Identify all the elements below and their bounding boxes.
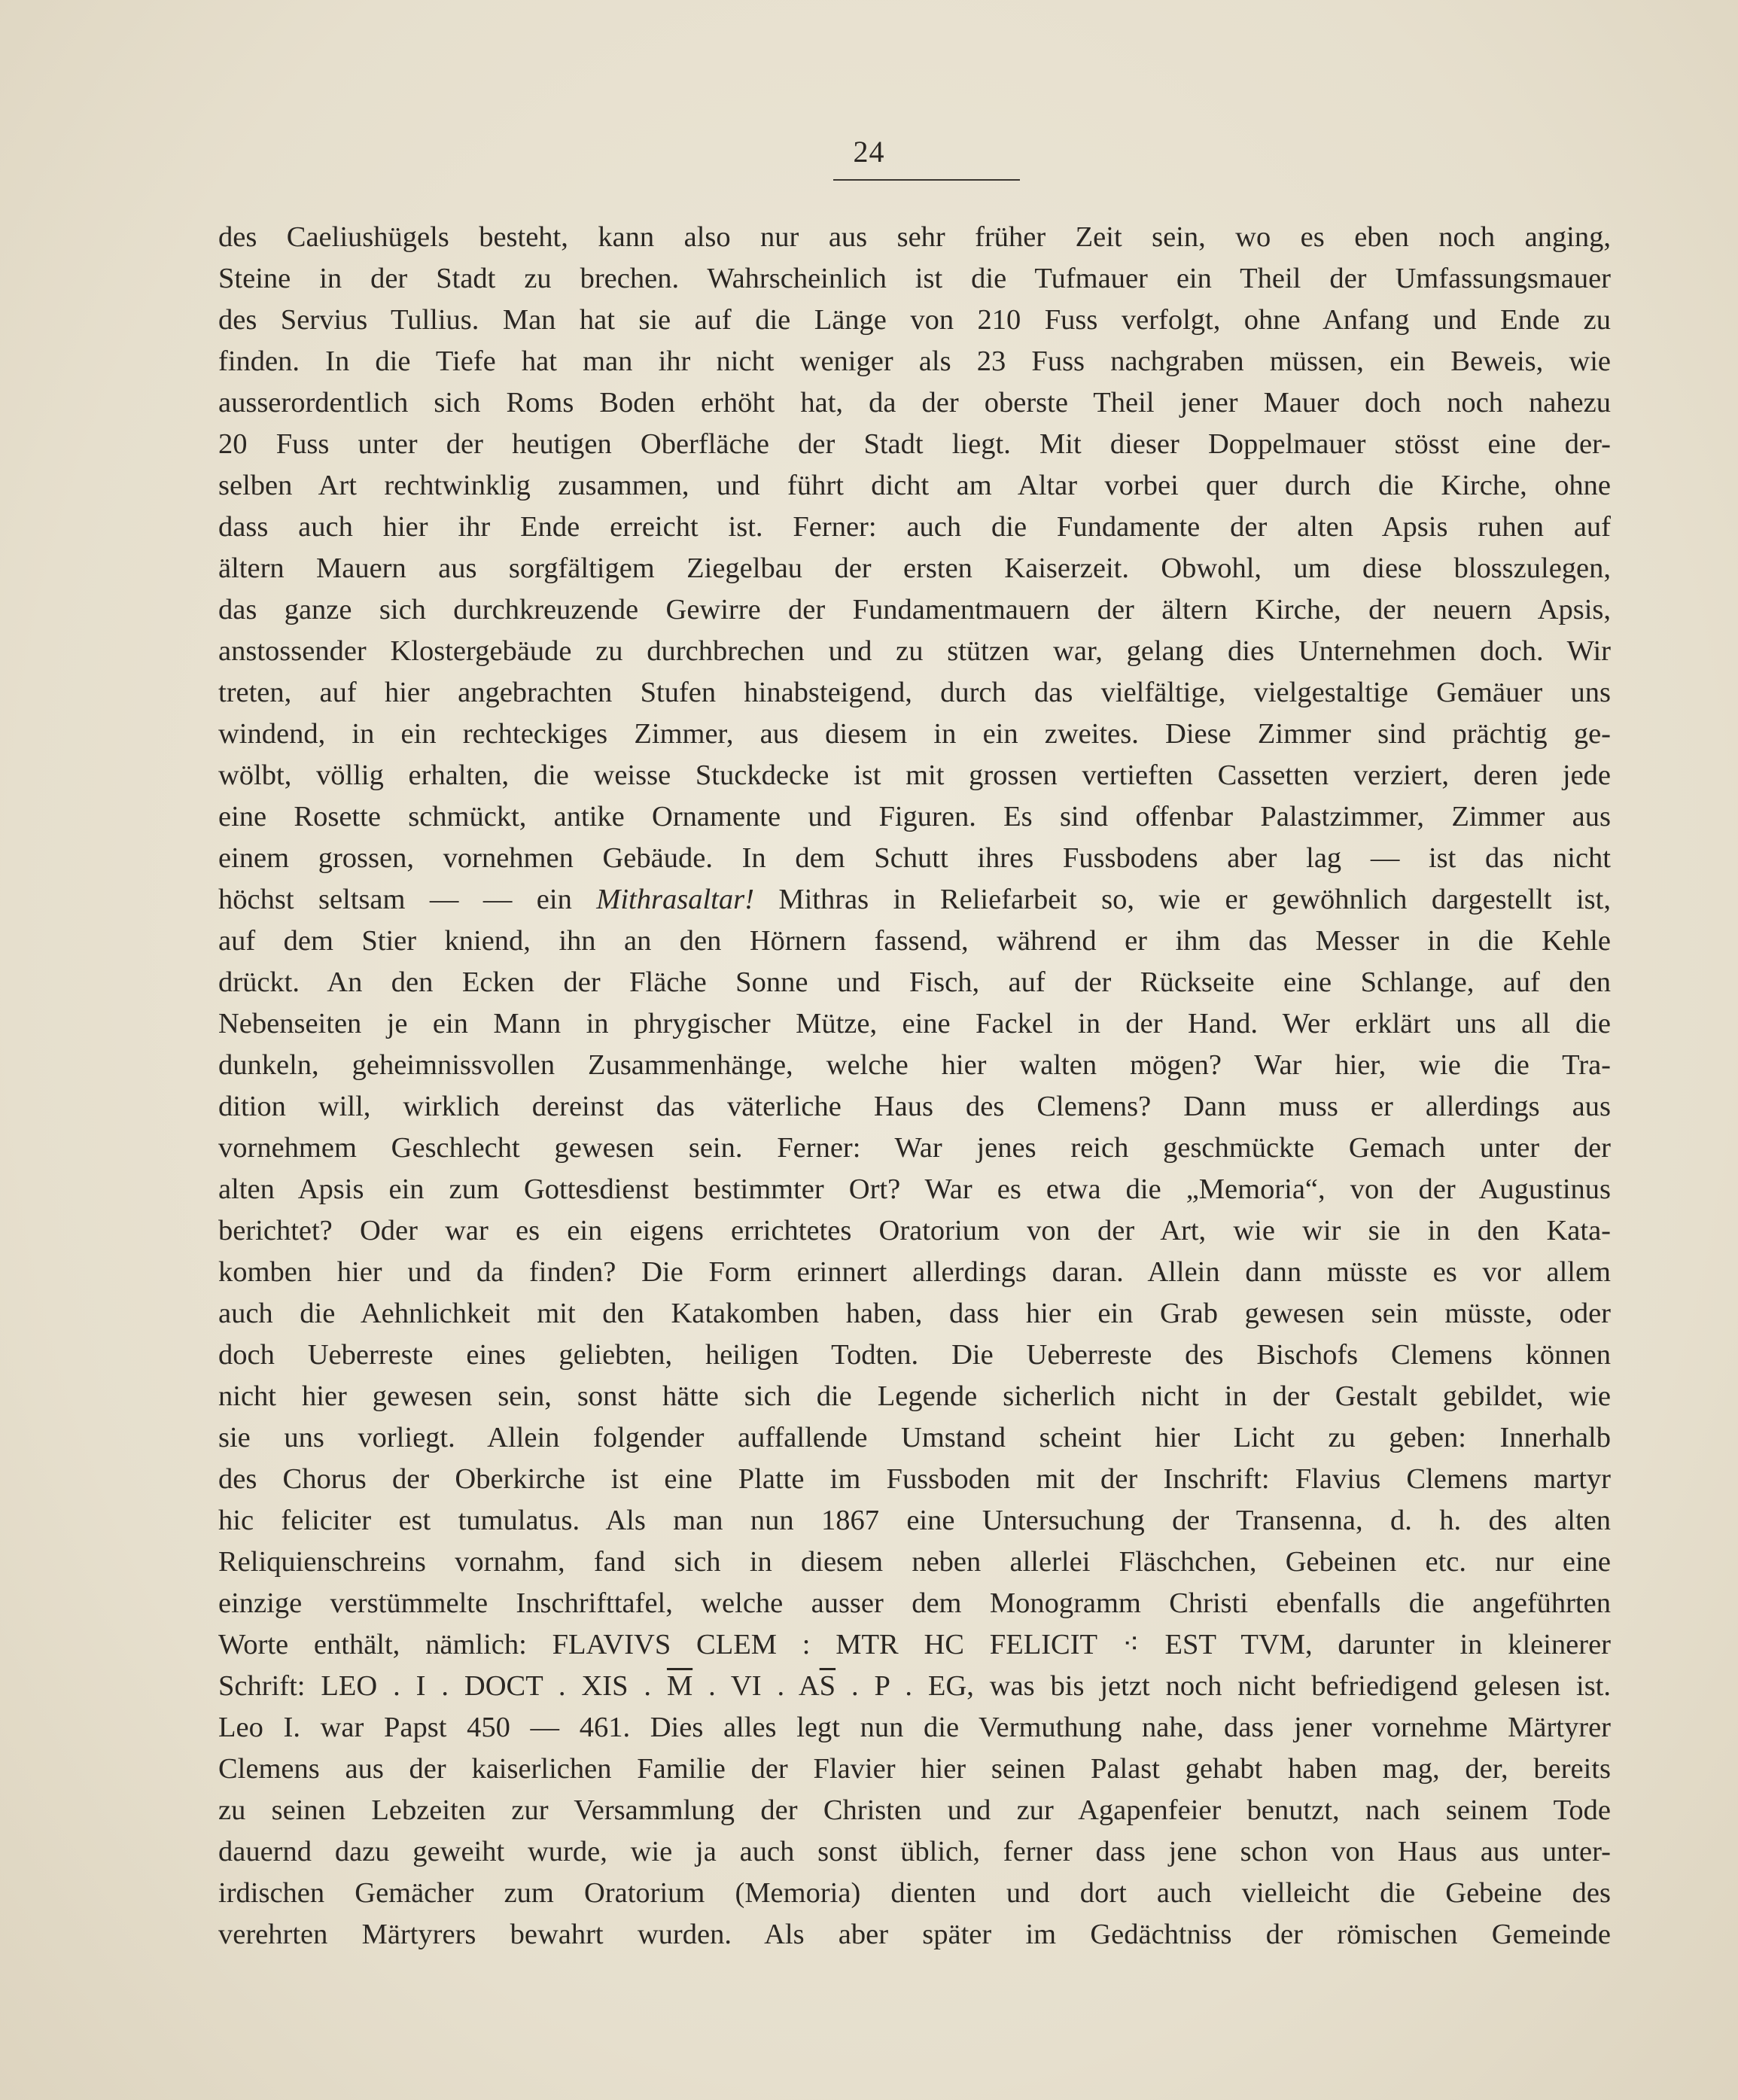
text-line: einzige verstümmelte Inschrifttafel, welche ausser dem Monogramm Christi ebenfalls die angeführten <box>218 1587 1611 1619</box>
text-line: berichtet? Oder war es ein eigens errichtetes Oratorium von der Art, wie wir sie in den Kata- <box>218 1215 1611 1246</box>
text-line: drückt. An den Ecken der Fläche Sonne und Fisch, auf der Rückseite eine Schlange, auf den <box>218 966 1611 998</box>
abbreviation-mark: $\overline{S}$ <box>819 1670 836 1702</box>
text-line: des Chorus der Oberkirche ist eine Platte im Fussboden mit der Inschrift: Flavius Clemens martyr <box>218 1463 1611 1495</box>
text-segment: Schrift: LEO . I . DOCT . XIS . <box>218 1670 667 1702</box>
text-line: das ganze sich durchkreuzende Gewirre der Fundamentmauern der ältern Kirche, der neuern Apsis, <box>218 594 1611 625</box>
abbreviation-mark: $\overline{M}$ <box>666 1670 693 1702</box>
text-segment: höchst seltsam — — ein <box>218 884 597 915</box>
text-line: ältern Mauern aus sorgfältigem Ziegelbau der ersten Kaiserzeit. Obwohl, um diese blosszulegen, <box>218 552 1611 584</box>
text-line: Reliquienschreins vornahm, fand sich in diesem neben allerlei Fläschchen, Gebeinen etc. nur eine <box>218 1546 1611 1578</box>
text-line: verehrten Märtyrers bewahrt wurden. Als aber später im Gedächtniss der römischen Gemeinde <box>218 1919 1611 1950</box>
text-line-inscription: Worte enthält, nämlich: FLAVIVS CLEM : MTR HC FELICIT ⁖ EST TVM, darunter in kleinerer <box>218 1629 1611 1660</box>
text-line: komben hier und da finden? Die Form erinnert allerdings daran. Allein dann müsste es vor allem <box>218 1256 1611 1288</box>
text-line: zu seinen Lebzeiten zur Versammlung der Christen und zur Agapenfeier benutzt, nach seinem Tode <box>218 1794 1611 1826</box>
text-line-mithras <box>218 879 1611 921</box>
text-segment: . P . EG, was bis jetzt noch nicht befriedigend gelesen ist. <box>836 1670 1611 1702</box>
text-line: nicht hier gewesen sein, sonst hätte sich die Legende sicherlich nicht in der Gestalt gebildet, wie <box>218 1380 1611 1412</box>
text-line: ausserordentlich sich Roms Boden erhöht hat, da der oberste Theil jener Mauer doch noch nahezu <box>218 387 1611 418</box>
text-line: dauernd dazu geweiht wurde, wie ja auch sonst üblich, ferner dass jene schon von Haus aus unter- <box>218 1836 1611 1867</box>
text-line: windend, in ein rechteckiges Zimmer, aus diesem in ein zweites. Diese Zimmer sind prächtig ge- <box>218 718 1611 750</box>
text-line: dass auch hier ihr Ende erreicht ist. Ferner: auch die Fundamente der alten Apsis ruhen auf <box>218 511 1611 543</box>
text-line: auch die Aehnlichkeit mit den Katakomben haben, dass hier ein Grab gewesen sein müsste, oder <box>218 1298 1611 1329</box>
text-line: sie uns vorliegt. Allein folgender auffallende Umstand scheint hier Licht zu geben: Innerhalb <box>218 1422 1611 1453</box>
text-line: hic feliciter est tumulatus. Als man nun 1867 eine Untersuchung der Transenna, d. h. des alten <box>218 1505 1611 1536</box>
text-line: Steine in der Stadt zu brechen. Wahrscheinlich ist die Tufmauer ein Theil der Umfassungsmauer <box>218 263 1611 294</box>
page-number: 24 <box>853 135 885 169</box>
text-line: Leo I. war Papst 450 — 461. Dies alles legt nun die Vermuthung nahe, dass jener vornehme Märtyrer <box>218 1712 1611 1743</box>
text-line-inscription-small <box>218 1666 1611 1707</box>
header-rule <box>833 179 1020 181</box>
text-line: einem grossen, vornehmen Gebäude. In dem Schutt ihres Fussbodens aber lag — ist das nicht <box>218 842 1611 874</box>
text-segment: Mithras in Reliefarbeit so, wie er gewöhnlich dargestellt ist, <box>753 884 1611 915</box>
text-line: irdischen Gemächer zum Oratorium (Memoria) dienten und dort auch vielleicht die Gebeine des <box>218 1877 1611 1909</box>
text-line: Nebenseiten je ein Mann in phrygischer Mütze, eine Fackel in der Hand. Wer erklärt uns all die <box>218 1008 1611 1039</box>
body-text <box>218 217 1611 1955</box>
text-line: anstossender Klostergebäude zu durchbrechen und zu stützen war, gelang dies Unternehmen doch. Wir <box>218 635 1611 667</box>
text-line: wölbt, völlig erhalten, die weisse Stuckdecke ist mit grossen vertieften Cassetten verziert, deren jede <box>218 759 1611 791</box>
text-line: doch Ueberreste eines geliebten, heiligen Todten. Die Ueberreste des Bischofs Clemens können <box>218 1339 1611 1371</box>
text-segment: . VI . A <box>692 1670 820 1702</box>
text-line: eine Rosette schmückt, antike Ornamente und Figuren. Es sind offenbar Palastzimmer, Zimmer aus <box>218 801 1611 832</box>
text-line: vornehmem Geschlecht gewesen sein. Ferner: War jenes reich geschmückte Gemach unter der <box>218 1132 1611 1164</box>
text-line: des Servius Tullius. Man hat sie auf die Länge von 210 Fuss verfolgt, ohne Anfang und Ende zu <box>218 304 1611 336</box>
text-line: alten Apsis ein zum Gottesdienst bestimmter Ort? War es etwa die „Memoria“, von der Augustinus <box>218 1173 1611 1205</box>
text-line: dition will, wirklich dereinst das väterliche Haus des Clemens? Dann muss er allerdings aus <box>218 1091 1611 1122</box>
text-line: Clemens aus der kaiserlichen Familie der Flavier hier seinen Palast gehabt haben mag, der, bereits <box>218 1753 1611 1785</box>
text-line: des Caeliushügels besteht, kann also nur aus sehr früher Zeit sein, wo es eben noch anging, <box>218 221 1611 253</box>
text-line: treten, auf hier angebrachten Stufen hinabsteigend, durch das vielfältige, vielgestaltige Gemäuer uns <box>218 677 1611 708</box>
text-line: finden. In die Tiefe hat man ihr nicht weniger als 23 Fuss nachgraben müssen, ein Beweis, wie <box>218 345 1611 377</box>
italic-term: Mithrasaltar! <box>596 884 754 915</box>
text-line: 20 Fuss unter der heutigen Oberfläche der Stadt liegt. Mit dieser Doppelmauer stösst eine der- <box>218 428 1611 460</box>
text-line: selben Art rechtwinklig zusammen, und führt dicht am Altar vorbei quer durch die Kirche, ohne <box>218 470 1611 501</box>
text-line: dunkeln, geheimnissvollen Zusammenhänge, welche hier walten mögen? War hier, wie die Tra- <box>218 1049 1611 1081</box>
text-line: auf dem Stier kniend, ihn an den Hörnern fassend, während er ihm das Messer in die Kehle <box>218 925 1611 957</box>
